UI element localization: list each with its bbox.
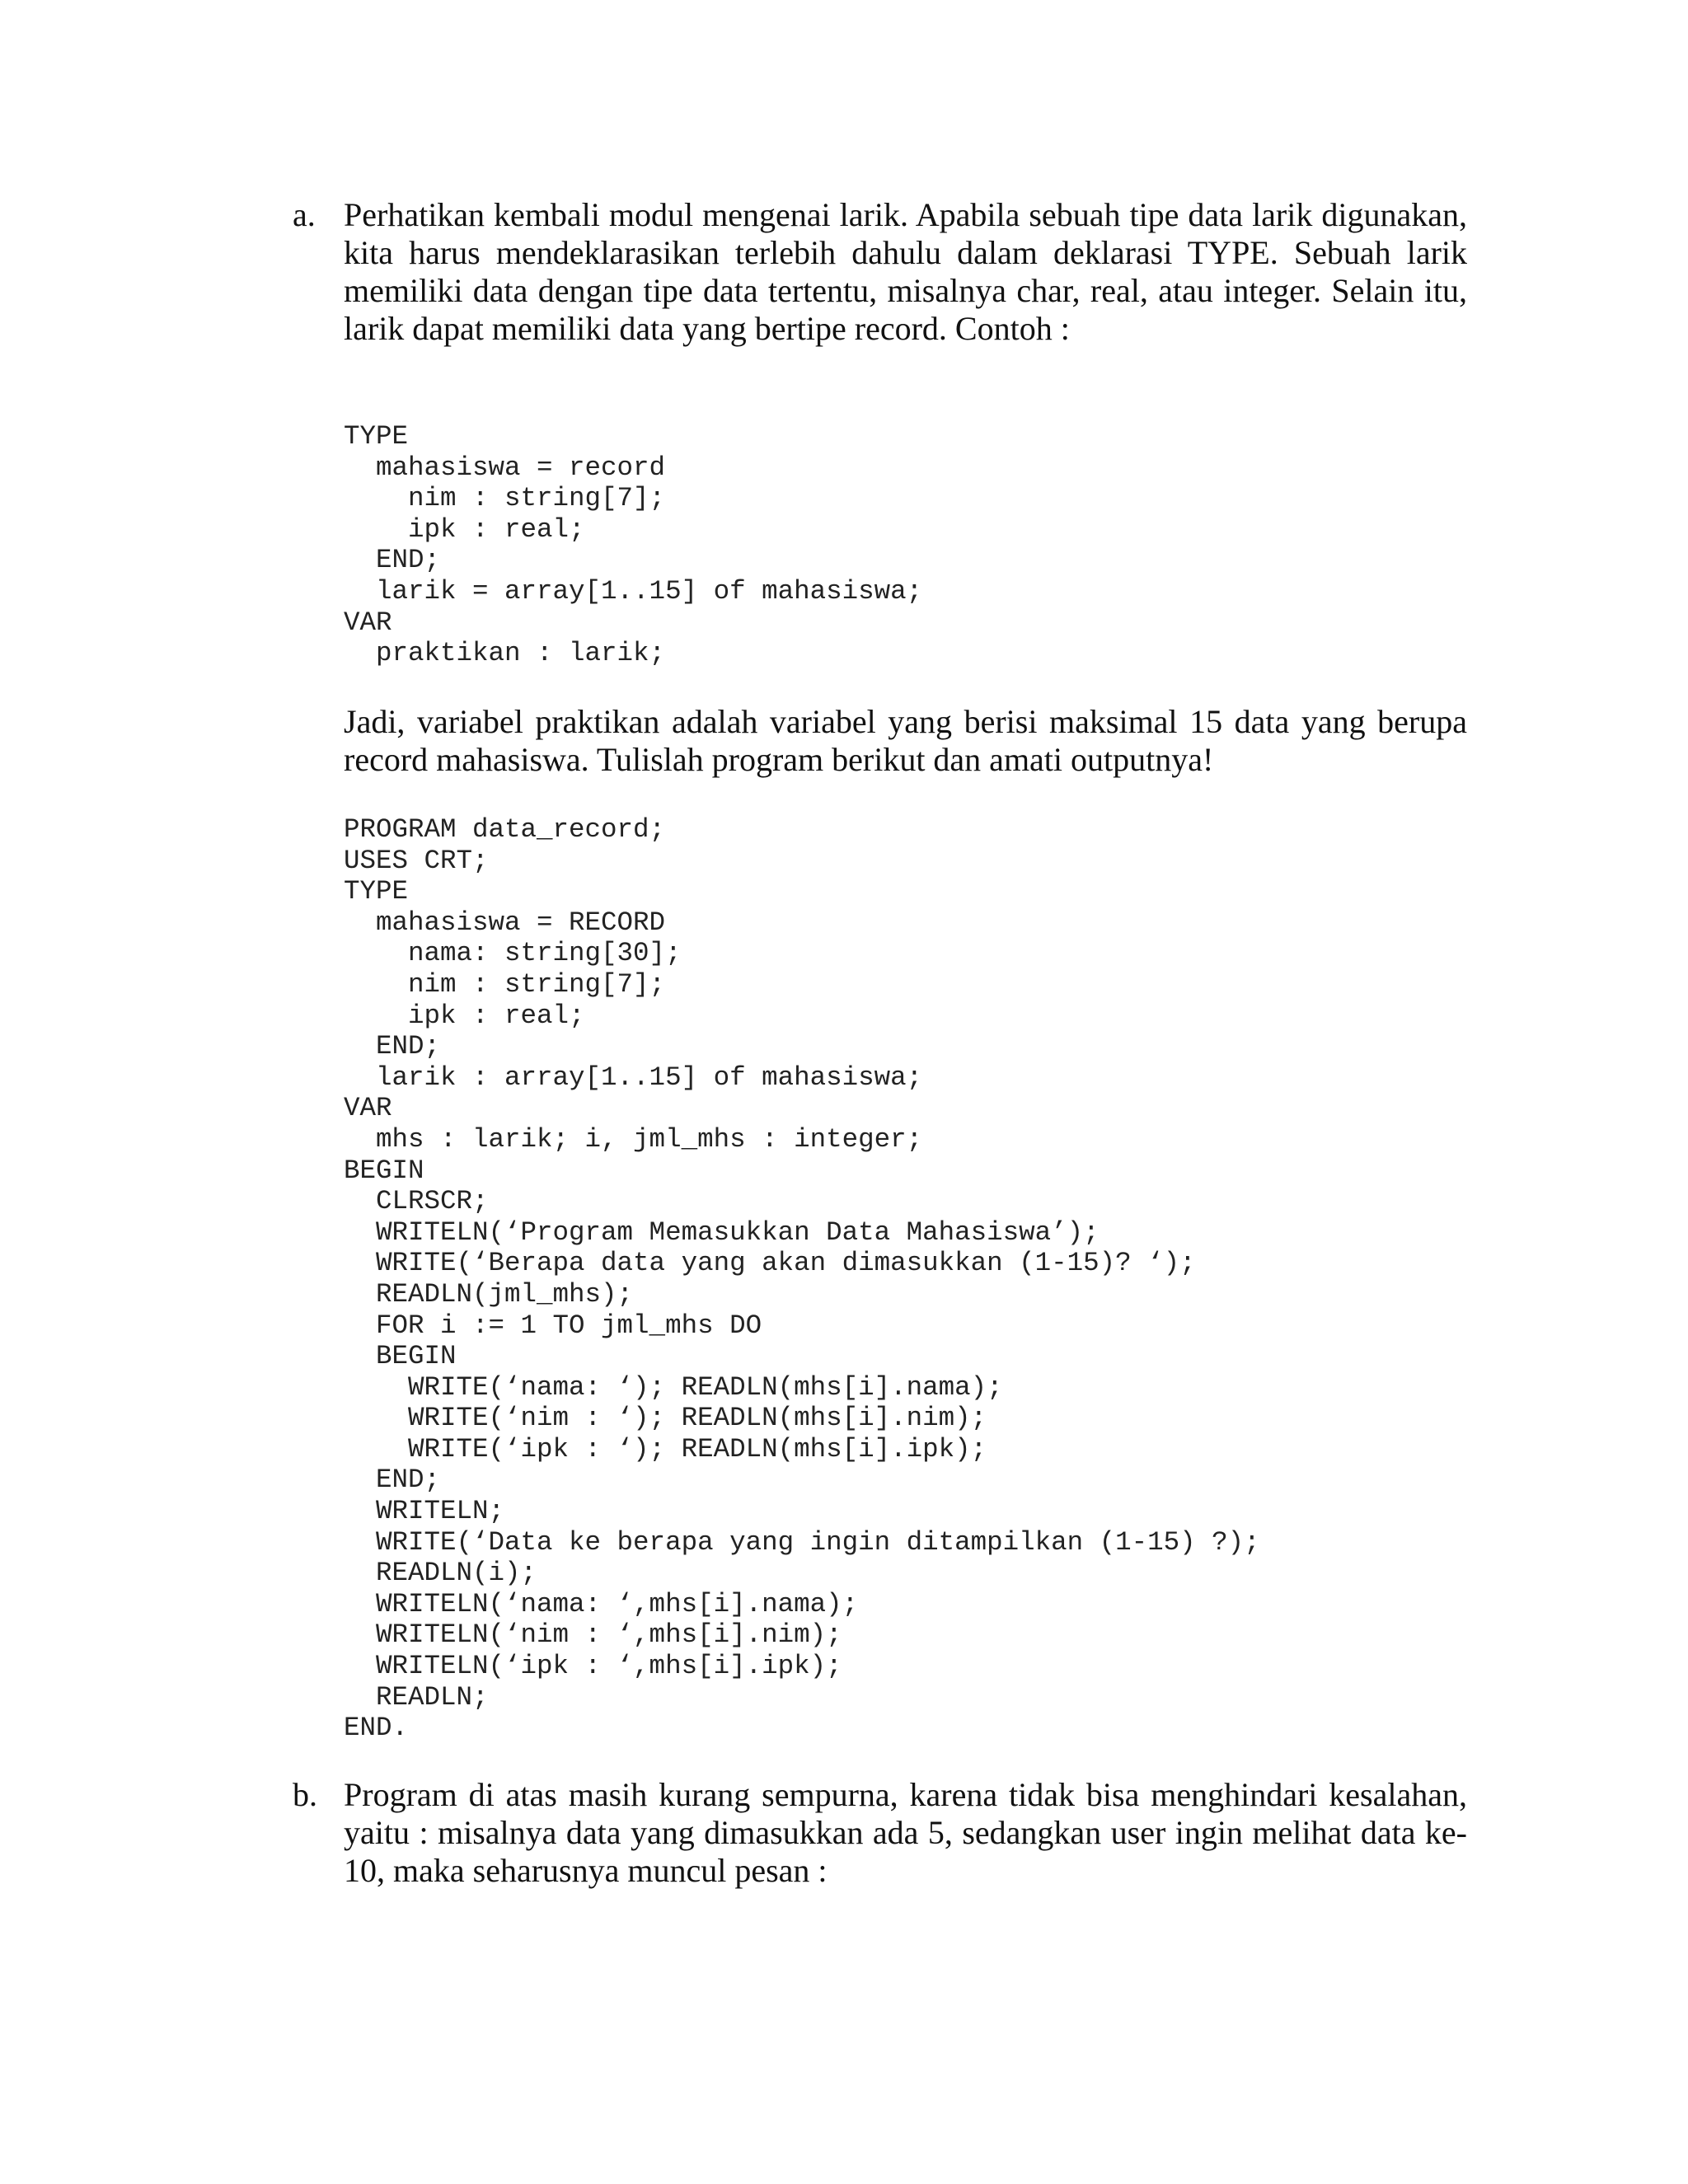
code-line: WRITELN;	[344, 1496, 505, 1527]
code-line: mahasiswa = record	[344, 452, 666, 483]
code-line: WRITE(‘nama: ‘); READLN(mhs[i].nama);	[344, 1371, 1003, 1403]
code-line: larik = array[1..15] of mahasiswa;	[344, 575, 923, 607]
code-line: PROGRAM data_record;	[344, 814, 666, 845]
item-b-line: 10, maka seharusnya muncul pesan :	[344, 1852, 828, 1889]
code-line: WRITE(‘Data ke berapa yang ingin ditampilkan (1-15) ?);	[344, 1526, 1260, 1558]
code-line: WRITE(‘Berapa data yang akan dimasukkan (1-15)? ‘);	[344, 1248, 1196, 1279]
item-a-marker: a.	[293, 196, 316, 233]
code-line: VAR	[344, 1093, 392, 1124]
code-line: WRITELN(‘nim : ‘,mhs[i].nim);	[344, 1619, 842, 1651]
code-line: END;	[344, 1031, 441, 1062]
intro-line: larik dapat memiliki data yang bertipe record. Contoh :	[344, 310, 1070, 347]
code-line: praktikan : larik;	[344, 638, 666, 669]
code-line: mhs : larik; i, jml_mhs : integer;	[344, 1123, 923, 1155]
item-b-line: Program di atas masih kurang sempurna, karena tidak bisa menghindari kesalahan,	[344, 1776, 1467, 1813]
code-line: WRITELN(‘nama: ‘,mhs[i].nama);	[344, 1588, 859, 1619]
explanation-line: Jadi, variabel praktikan adalah variabel yang berisi maksimal 15 data yang berupa	[344, 703, 1467, 740]
item-b-body	[344, 1776, 1467, 1890]
code-line: WRITELN(‘Program Memasukkan Data Mahasiswa’);	[344, 1216, 1100, 1248]
code-line: FOR i := 1 TO jml_mhs DO	[344, 1310, 762, 1341]
code-line: END;	[344, 545, 441, 576]
code-line: VAR	[344, 607, 392, 638]
code-line: END.	[344, 1713, 409, 1744]
code-line: BEGIN	[344, 1341, 457, 1372]
code-line: END;	[344, 1465, 441, 1496]
item-b-line: yaitu : misalnya data yang dimasukkan ada 5, sedangkan user ingin melihat data ke-	[344, 1814, 1467, 1851]
intro-line: memiliki data dengan tipe data tertentu, misalnya char, real, atau integer. Selain itu,	[344, 272, 1467, 309]
code-line: WRITE(‘ipk : ‘); READLN(mhs[i].ipk);	[344, 1433, 987, 1465]
code-line: larik : array[1..15] of mahasiswa;	[344, 1062, 923, 1093]
program-code-block	[344, 814, 1260, 1744]
explanation-line: record mahasiswa. Tulislah program berikut dan amati outputnya!	[344, 741, 1214, 778]
code-line: TYPE	[344, 421, 409, 452]
item-b-paragraph	[344, 1776, 1467, 1890]
item-a-explanation-paragraph	[344, 703, 1467, 779]
example-code-block	[344, 421, 922, 669]
code-line: CLRSCR;	[344, 1186, 489, 1217]
code-line: TYPE	[344, 876, 409, 907]
code-line: READLN(jml_mhs);	[344, 1278, 634, 1310]
code-line: ipk : real;	[344, 513, 585, 545]
code-line: WRITELN(‘ipk : ‘,mhs[i].ipk);	[344, 1651, 842, 1682]
item-b-marker: b.	[293, 1776, 317, 1813]
code-line: READLN;	[344, 1681, 489, 1713]
code-line: BEGIN	[344, 1155, 424, 1186]
code-line: nama: string[30];	[344, 938, 682, 969]
intro-line: kita harus mendeklarasikan terlebih dahulu dalam deklarasi TYPE. Sebuah larik	[344, 234, 1467, 271]
code-line: READLN(i);	[344, 1558, 537, 1589]
intro-line: Perhatikan kembali modul mengenai larik. Apabila sebuah tipe data larik digunakan,	[344, 196, 1467, 233]
code-line: ipk : real;	[344, 1000, 585, 1031]
code-line: mahasiswa = RECORD	[344, 907, 666, 938]
code-line: USES CRT;	[344, 845, 489, 876]
code-line: nim : string[7];	[344, 968, 666, 1000]
item-a-body	[344, 196, 1467, 1744]
code-line: nim : string[7];	[344, 483, 666, 514]
code-line: WRITE(‘nim : ‘); READLN(mhs[i].nim);	[344, 1403, 987, 1434]
item-a-intro-paragraph	[344, 196, 1467, 348]
